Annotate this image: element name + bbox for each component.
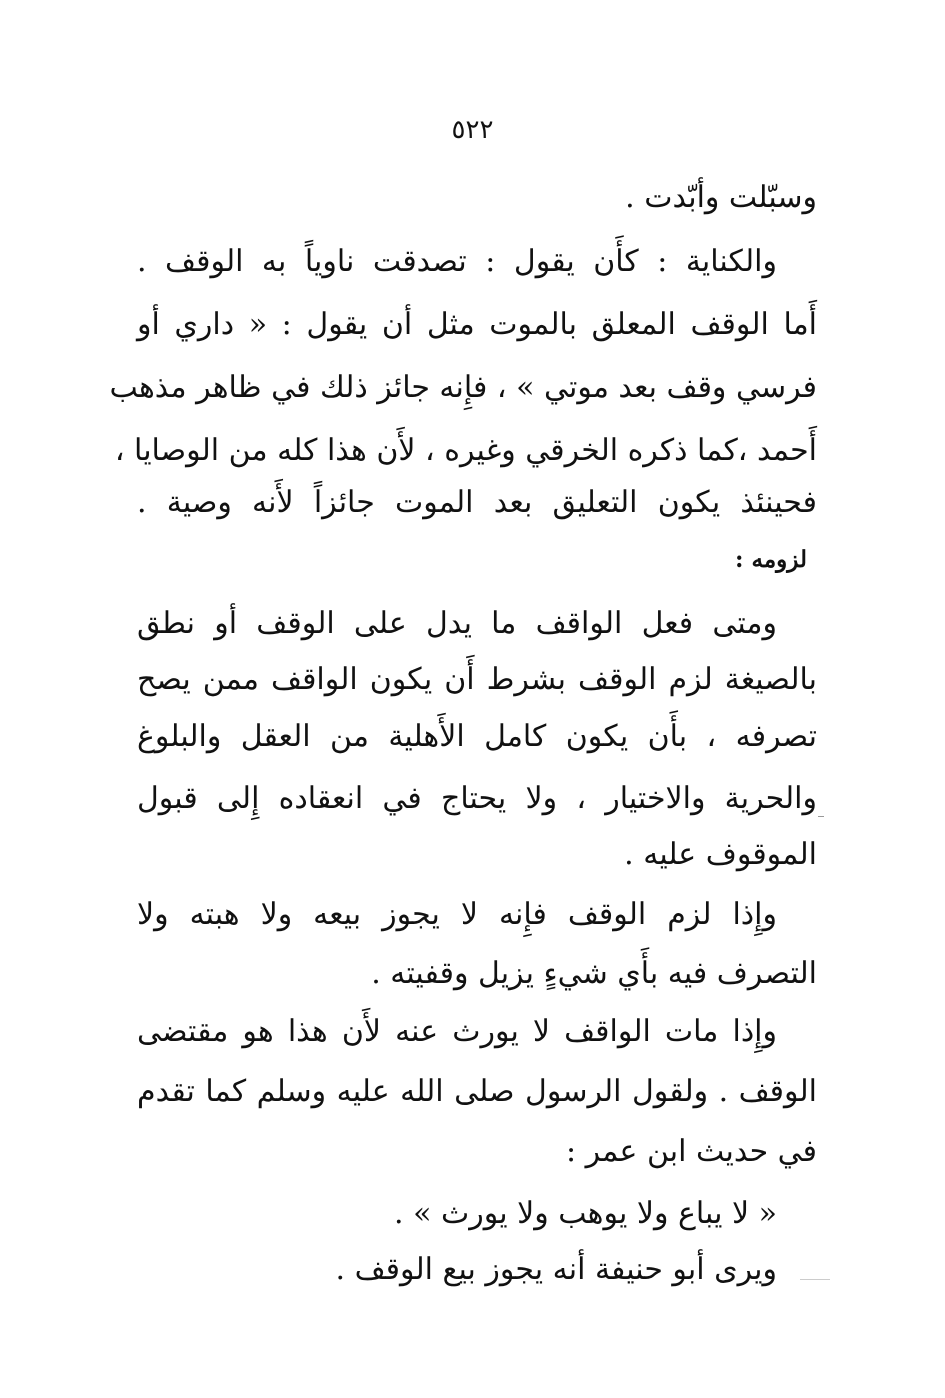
text-line-1: وسبّلت وأبّدت . [625, 180, 817, 215]
text-line-10: والحرية والاختيار ، ولا يحتاج في انعقاده إِلى قبول [137, 781, 817, 816]
hadith-quote: « لا يباع ولا يوهب ولا يورث » . [394, 1196, 777, 1231]
scan-mark [818, 816, 824, 817]
text-line-18: ويرى أبو حنيفة أنه يجوز بيع الوقف . [335, 1252, 777, 1287]
text-line-9: تصرفه ، بأَن يكون كامل الأَهلية من العقل والبلوغ [137, 719, 817, 754]
text-line-8: بالصيغة لزم الوقف بشرط أَن يكون الواقف ممن يصح [137, 662, 817, 697]
text-line-3: أَما الوقف المعلق بالموت مثل أن يقول : « داري أو [137, 307, 817, 342]
text-line-14: وإِذا مات الواقف لا يورث عنه لأَن هذا هو مقتضى [137, 1014, 777, 1049]
section-heading: لزومه : [735, 546, 807, 573]
text-line-5: أَحمد ،كما ذكره الخرقي وغيره ، لأَن هذا كله من الوصايا ، [114, 433, 817, 468]
page-number: ٥٢٢ [451, 115, 494, 145]
text-line-15: الوقف . ولقول الرسول صلى الله عليه وسلم كما تقدم [137, 1074, 817, 1109]
text-line-6: فحينئذ يكون التعليق بعد الموت جائزاً لأَنه وصية . [137, 485, 817, 520]
text-line-4: فرسي وقف بعد موتي » ، فإِنه جائز ذلك في ظاهر مذهب [109, 370, 817, 405]
scan-mark [800, 1279, 830, 1280]
text-line-2: والكناية : كأَن يقول : تصدقت ناوياً به الوقف . [137, 244, 777, 279]
text-line-11: الموقوف عليه . [624, 837, 817, 872]
text-line-16: في حديث ابن عمر : [565, 1134, 817, 1169]
text-line-7: ومتى فعل الواقف ما يدل على الوقف أو نطق [137, 606, 777, 641]
text-line-12: وإِذا لزم الوقف فإِنه لا يجوز بيعه ولا هبته ولا [137, 897, 777, 932]
text-line-13: التصرف فيه بأَي شيءٍ يزيل وقفيته . [371, 956, 817, 991]
